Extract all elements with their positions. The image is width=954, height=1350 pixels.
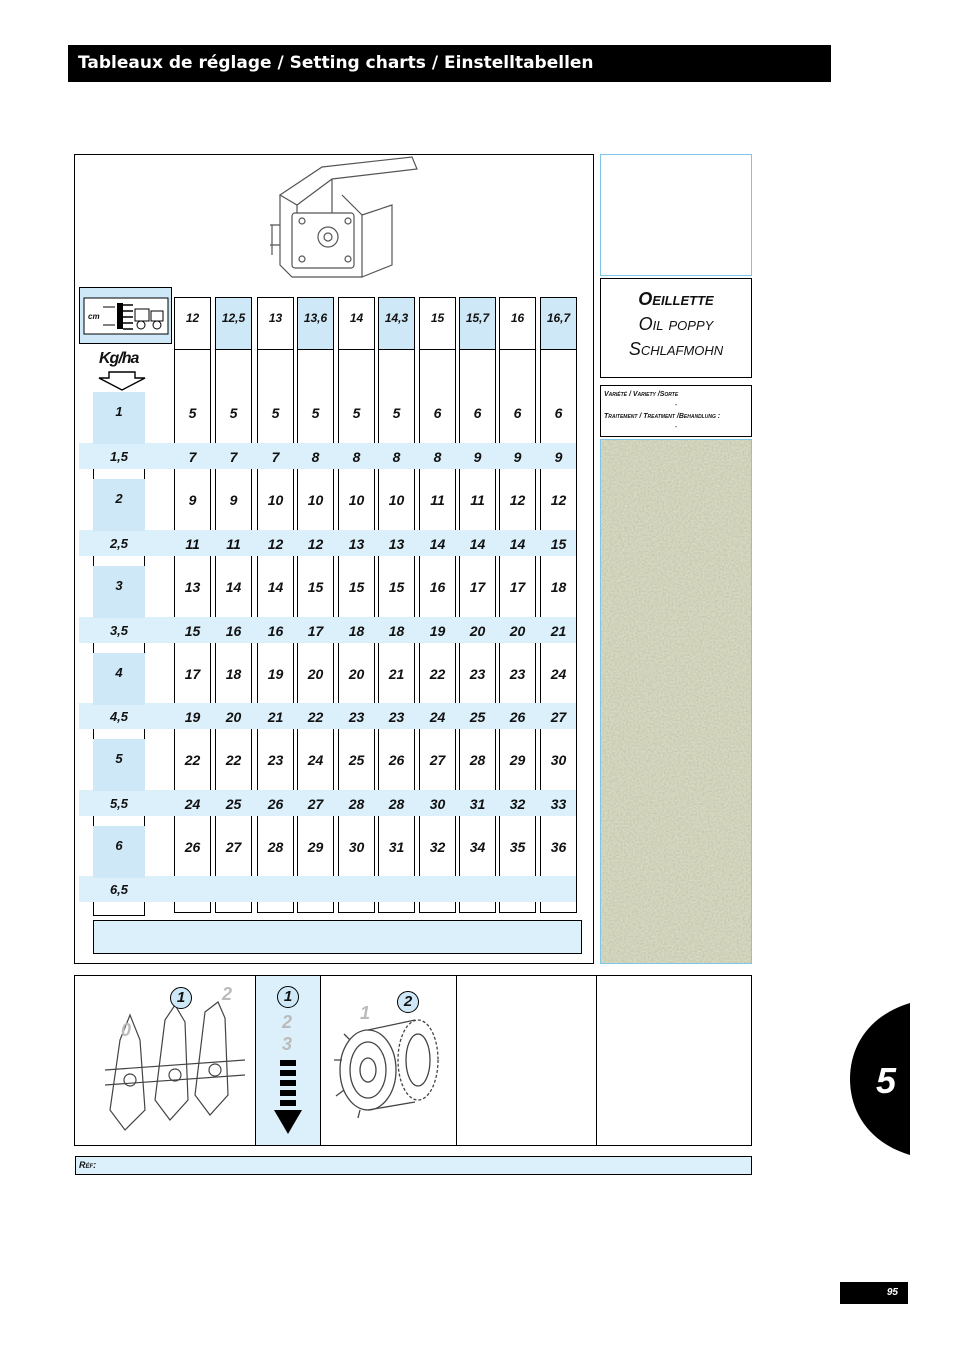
- divider: [320, 976, 321, 1145]
- chart-value: 5: [188, 405, 197, 421]
- column-box: [499, 297, 536, 913]
- chart-value: 5: [352, 405, 361, 421]
- chart-value: 12: [267, 536, 284, 552]
- chart-value: 20: [225, 709, 242, 725]
- chart-value: 5: [311, 405, 320, 421]
- chart-value: 15: [184, 623, 201, 639]
- chart-value: 9: [554, 449, 563, 465]
- column-box: [419, 297, 456, 913]
- chart-value: 26: [509, 709, 526, 725]
- chart-value: 13: [388, 536, 405, 552]
- chart-value: 27: [429, 752, 446, 768]
- chart-value: 11: [226, 536, 241, 552]
- column-box: [297, 297, 334, 913]
- rate-cell: 1: [93, 392, 145, 444]
- chart-value: 22: [307, 709, 324, 725]
- chart-value: 9: [229, 492, 238, 508]
- chart-value: 28: [348, 796, 365, 812]
- treatment-value: -: [674, 424, 678, 431]
- chart-value: 25: [225, 796, 242, 812]
- divider: [456, 976, 457, 1145]
- cm-label: cm: [88, 312, 100, 321]
- page-title: Tableaux de réglage / Setting charts / Einstelltabellen: [68, 45, 831, 82]
- chart-value: 14: [429, 536, 446, 552]
- step-3: 3: [282, 1034, 293, 1054]
- chart-value: 21: [388, 666, 405, 682]
- chart-value: 5: [392, 405, 401, 421]
- column-box: [540, 297, 577, 913]
- gear-wheel-drawing: [330, 1010, 450, 1120]
- chart-value: 22: [184, 752, 201, 768]
- chart-value: 19: [267, 666, 284, 682]
- column-box: [459, 297, 496, 913]
- chart-value: 8: [433, 449, 442, 465]
- chart-value: 35: [509, 839, 526, 855]
- chart-value: 31: [388, 839, 405, 855]
- chart-value: 25: [469, 709, 486, 725]
- column-header: 14,3: [378, 297, 415, 350]
- treatment-label: Traitement / Treatment /Behandlung :: [604, 413, 721, 420]
- chart-value: 19: [184, 709, 201, 725]
- seed-name-en: Oil poppy: [638, 314, 714, 334]
- chart-value: 6: [433, 405, 442, 421]
- chart-value: 12: [550, 492, 567, 508]
- chart-value: 15: [307, 579, 324, 595]
- chart-value: 8: [311, 449, 320, 465]
- chart-value: 26: [184, 839, 201, 855]
- chart-value: 27: [307, 796, 324, 812]
- column-box: [378, 297, 415, 913]
- chart-value: 25: [348, 752, 365, 768]
- step-2: 2: [282, 1012, 293, 1032]
- unit-label: Kg/ha: [99, 350, 139, 367]
- chart-value: 28: [469, 752, 486, 768]
- chart-value: 18: [550, 579, 567, 595]
- chart-value: 17: [184, 666, 201, 682]
- chart-value: 17: [307, 623, 324, 639]
- chart-value: 16: [267, 623, 284, 639]
- chart-value: 24: [550, 666, 567, 682]
- rate-cell: 6,5: [109, 882, 129, 897]
- variety-value: -: [674, 402, 678, 409]
- chart-value: 27: [225, 839, 242, 855]
- variety-label: Variété / Variety /Sorte: [604, 391, 679, 398]
- chapter-number: 5: [876, 1060, 897, 1101]
- chart-value: 14: [267, 579, 284, 595]
- chart-value: 7: [271, 449, 280, 465]
- chart-value: 24: [184, 796, 201, 812]
- chart-value: 33: [550, 796, 567, 812]
- column-header: 12,5: [215, 297, 252, 350]
- chart-value: 21: [267, 709, 284, 725]
- chart-value: 32: [509, 796, 526, 812]
- row-band: [79, 876, 576, 902]
- chart-value: 17: [469, 579, 486, 595]
- column-header: 12: [174, 297, 211, 350]
- seed-name-box: [600, 278, 752, 378]
- chart-value: 15: [550, 536, 567, 552]
- rate-cell: 2,5: [109, 536, 129, 551]
- rate-cell: 5,5: [109, 796, 129, 811]
- seed-name-fr: Oeillette: [638, 289, 714, 309]
- rate-cell: 3,5: [109, 623, 129, 638]
- step-down-arrow-icon: [272, 1058, 304, 1136]
- rate-cell: 3: [93, 566, 145, 618]
- rate-cell: 4: [93, 653, 145, 705]
- chart-value: 9: [473, 449, 482, 465]
- column-box: [257, 297, 294, 913]
- chart-value: 11: [185, 536, 200, 552]
- column-header: 15: [419, 297, 456, 350]
- chart-value: 23: [469, 666, 486, 682]
- chart-value: 29: [509, 752, 526, 768]
- chart-value: 36: [550, 839, 567, 855]
- chart-value: 34: [469, 839, 486, 855]
- lever-pos-0: 0: [121, 1020, 132, 1040]
- reference-bar: Réf:: [75, 1156, 752, 1175]
- chart-value: 14: [509, 536, 526, 552]
- chart-value: 18: [388, 623, 405, 639]
- chart-value: 9: [188, 492, 197, 508]
- chart-value: 16: [225, 623, 242, 639]
- chart-value: 16: [429, 579, 446, 595]
- gear-pos-1: 1: [360, 1003, 371, 1023]
- chart-value: 20: [307, 666, 324, 682]
- chart-value: 24: [429, 709, 446, 725]
- chart-value: 10: [388, 492, 405, 508]
- down-arrow-icon: [95, 370, 149, 392]
- chart-value: 27: [550, 709, 567, 725]
- step-1: 1: [277, 986, 299, 1008]
- column-header: 16: [499, 297, 536, 350]
- chart-value: 26: [388, 752, 405, 768]
- column-header: 13: [257, 297, 294, 350]
- chart-footer-bar: [93, 920, 582, 954]
- chart-value: 6: [513, 405, 522, 421]
- column-header: 13,6: [297, 297, 334, 350]
- seed-sample-image: [600, 439, 752, 964]
- seed-drill-drawing: [262, 155, 422, 283]
- column-box: [174, 297, 211, 913]
- chart-value: 10: [348, 492, 365, 508]
- chart-value: 18: [348, 623, 365, 639]
- chart-value: 22: [429, 666, 446, 682]
- rate-cell: 2: [93, 479, 145, 531]
- chart-value: 13: [348, 536, 365, 552]
- seed-name-de: Schlafmohn: [628, 339, 724, 359]
- chart-value: 9: [513, 449, 522, 465]
- column-header: 15,7: [459, 297, 496, 350]
- column-header: 14: [338, 297, 375, 350]
- divider: [596, 976, 597, 1145]
- chart-value: 23: [509, 666, 526, 682]
- chart-value: 8: [352, 449, 361, 465]
- chart-value: 14: [225, 579, 242, 595]
- chart-value: 21: [550, 623, 567, 639]
- chart-value: 6: [473, 405, 482, 421]
- chart-value: 20: [509, 623, 526, 639]
- lever-pos-2: 2: [222, 984, 233, 1004]
- chart-value: 17: [509, 579, 526, 595]
- chart-value: 20: [348, 666, 365, 682]
- chart-value: 24: [307, 752, 324, 768]
- seed-info-box: [600, 385, 752, 437]
- lever-pos-1: 1: [170, 987, 192, 1009]
- chart-value: 5: [229, 405, 238, 421]
- chart-value: 7: [229, 449, 238, 465]
- page-number: 95: [840, 1282, 908, 1304]
- chart-value: 30: [348, 839, 365, 855]
- chart-value: 5: [271, 405, 280, 421]
- chart-value: 12: [509, 492, 526, 508]
- chart-value: 18: [225, 666, 242, 682]
- gear-pos-2: 2: [397, 991, 419, 1013]
- chart-value: 10: [267, 492, 284, 508]
- chart-value: 23: [388, 709, 405, 725]
- chart-value: 11: [430, 492, 445, 508]
- chart-value: 26: [267, 796, 284, 812]
- chart-value: 31: [469, 796, 486, 812]
- chart-value: 15: [388, 579, 405, 595]
- chart-value: 14: [469, 536, 486, 552]
- chart-value: 8: [392, 449, 401, 465]
- chart-value: 11: [470, 492, 485, 508]
- column-box: [215, 297, 252, 913]
- chart-value: 32: [429, 839, 446, 855]
- chart-value: 29: [307, 839, 324, 855]
- chart-value: 6: [554, 405, 563, 421]
- chart-value: 23: [267, 752, 284, 768]
- column-box: [338, 297, 375, 913]
- chart-value: 10: [307, 492, 324, 508]
- chart-value: 23: [348, 709, 365, 725]
- chart-value: 15: [348, 579, 365, 595]
- chart-value: 22: [225, 752, 242, 768]
- seed-photo-placeholder: [600, 154, 752, 276]
- chart-value: 30: [429, 796, 446, 812]
- chart-value: 19: [429, 623, 446, 639]
- chart-value: 13: [184, 579, 201, 595]
- chart-value: 12: [307, 536, 324, 552]
- column-header: 16,7: [540, 297, 577, 350]
- rate-cell: 5: [93, 739, 145, 791]
- chart-value: 30: [550, 752, 567, 768]
- chart-value: 28: [388, 796, 405, 812]
- rate-cell: 6: [93, 826, 145, 878]
- rate-cell: 4,5: [109, 709, 129, 724]
- chart-value: 7: [188, 449, 197, 465]
- chart-value: 28: [267, 839, 284, 855]
- rate-cell: 1,5: [109, 449, 129, 464]
- chart-value: 20: [469, 623, 486, 639]
